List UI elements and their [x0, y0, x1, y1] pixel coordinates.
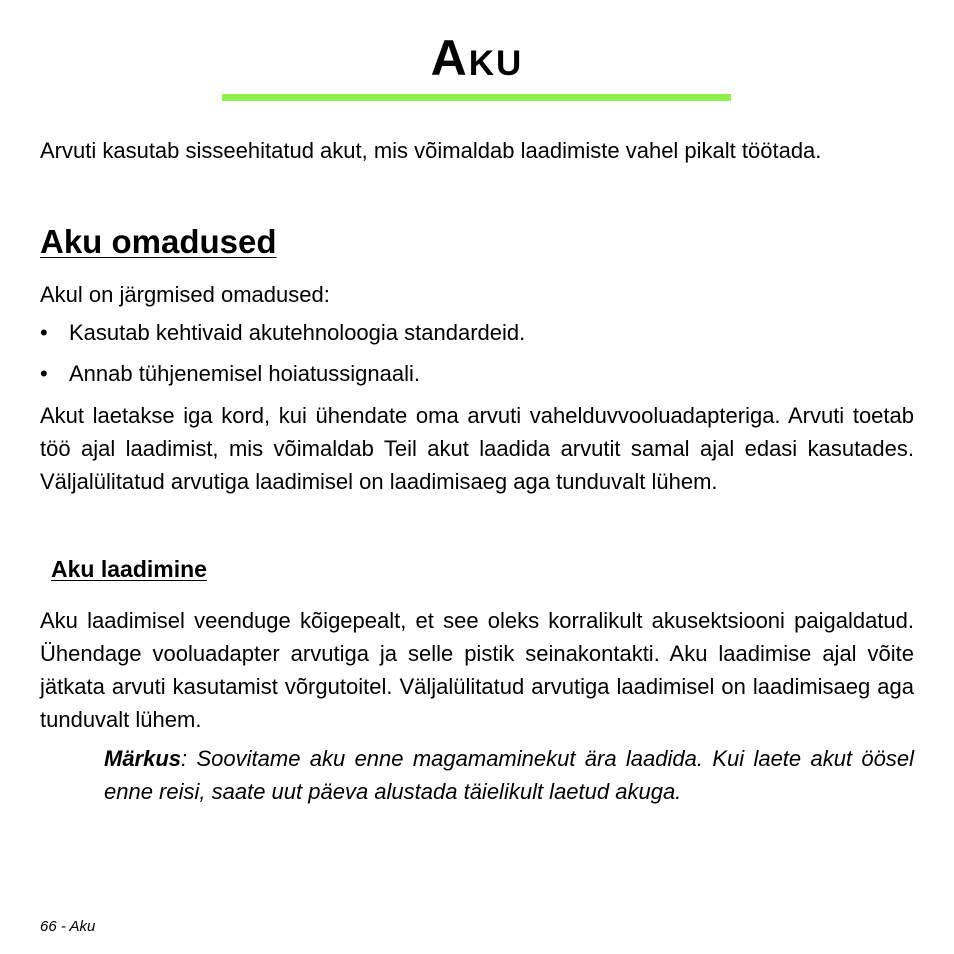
intro-paragraph: Arvuti kasutab sisseehitatud akut, mis võimaldab laadimiste vahel pikalt töötada. [40, 138, 822, 163]
subsection-heading: Aku laadimine [51, 556, 207, 582]
note-text: : Soovitame aku enne magamaminekut ära laadida. Kui laete akut öösel enne reisi, saate uut päeva alustada täielikult laetud akuga. [104, 746, 914, 804]
bullet-icon: • [40, 361, 48, 386]
page-title: Aku [430, 30, 524, 86]
section-lead: Akul on järgmised omadused: [40, 282, 330, 307]
list-item-text: Kasutab kehtivaid akutehnoloogia standardeid. [69, 320, 526, 345]
section-body: Akut laetakse iga kord, kui ühendate oma arvuti vahelduvvooluadapteriga. Arvuti toetab töö ajal laadimist, mis võimaldab Teil akut laadida arvutit samal ajal edasi kasutades. Väljalülitatud arvutiga laadimisel on laadimisaeg aga tunduvalt lühem. [40, 403, 914, 494]
note-block [104, 742, 914, 808]
page-footer: 66 - Aku [40, 918, 96, 935]
title-underline-bar [222, 94, 731, 101]
note-label: Märkus [104, 746, 182, 771]
section-heading: Aku omadused [40, 223, 277, 260]
subsection-body: Aku laadimisel veenduge kõigepealt, et see oleks korralikult akusektsiooni paigaldatud. Ühendage vooluadapter arvutiga ja selle pistik seinakontakti. Aku laadimise ajal võite jätkata arvuti kasutamist võrgutoitel. Väljalülitatud arvutiga laadimisel on laadimisaeg aga tunduvalt lühem. [40, 608, 914, 732]
bullet-icon: • [40, 320, 48, 345]
list-item-text: Annab tühjenemisel hoiatussignaali. [69, 361, 421, 386]
